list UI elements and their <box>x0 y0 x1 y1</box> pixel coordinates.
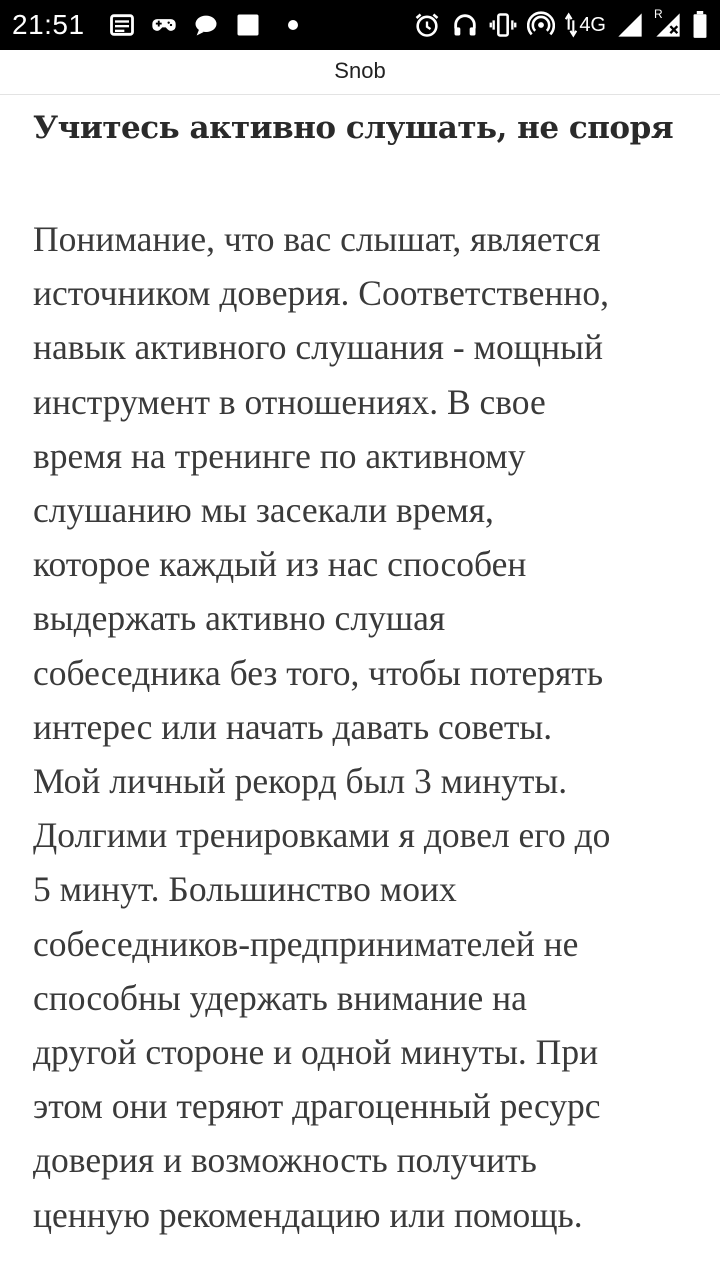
article-content <box>33 100 693 1242</box>
news-icon <box>108 11 136 39</box>
hotspot-icon <box>527 11 555 39</box>
system-icons <box>413 7 708 40</box>
browser-title-bar[interactable] <box>0 50 720 95</box>
square-app-icon <box>234 11 262 39</box>
page-title: Snob <box>334 58 386 83</box>
headphones-icon <box>451 11 479 39</box>
signal-icon <box>616 11 644 39</box>
roaming-signal-icon <box>654 7 682 39</box>
roaming-label: R <box>654 7 663 21</box>
status-bar <box>0 0 720 50</box>
game-controller-icon <box>150 11 178 39</box>
notification-icons <box>108 10 298 40</box>
vibrate-icon <box>489 11 517 39</box>
dot-icon <box>288 20 298 30</box>
chat-bubble-icon <box>192 11 220 39</box>
data-arrows-icon <box>565 11 577 39</box>
alarm-icon <box>413 11 441 39</box>
article-heading: Учитесь активно слушать, не споря <box>33 110 674 146</box>
status-time: 21:51 <box>12 9 85 40</box>
battery-icon <box>692 11 708 39</box>
article-paragraph: Понимание, что вас слышат, является источником доверия. Соответственно, навык активного слушания - мощный инструмент в отношениях. В свое время на тренинге по активному слушанию мы засекали время, которое каждый из нас способен выдержать активно слушая собеседника без того, чтобы потерять интерес или начать давать советы. Мой личный рекорд был 3 минуты. Долгими тренировками я довел его до 5 минут. Большинство моих собеседников-предпринимателей не способны удержать внимание на другой стороне и одной минуты. При этом они теряют драгоценный ресурс доверия и возможность получить ценную рекомендацию или помощь. <box>33 219 611 1235</box>
network-type-label: 4G <box>579 13 606 36</box>
